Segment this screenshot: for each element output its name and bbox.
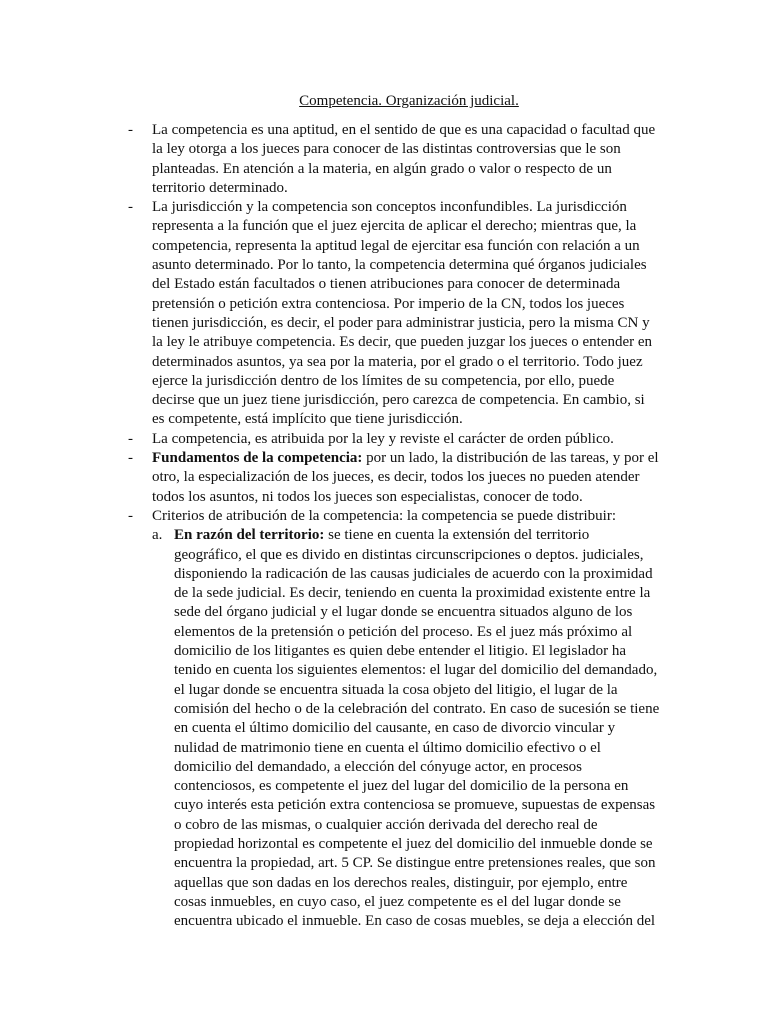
list-dash: - [128, 430, 133, 447]
sub-list-item [152, 526, 660, 931]
list-item-bold-heading: Fundamentos de la competencia: [152, 450, 363, 467]
sub-item-text: se tiene en cuenta la extensión del territorio geográfico, el que es divido en distintas circunscripciones o deptos. judiciales, disponiendo la radicación de las causas judiciales de acuerdo con la proximidad de la sede judicial. Es decir, teniendo en cuenta la proximidad existente entre la sede del órgano judicial y el lugar donde se encuentra situados alguno de los elementos de la pretensión o petición del proceso. Es el juez más próximo al domicilio de los litigantes es quien debe entender el litigio. El legislador ha tenido en cuenta los siguientes elementos: el lugar del domicilio del demandado, el lugar donde se encuentra situada la cosa objeto del litigio, el lugar de la comisión del hecho o de la celebración del contrato. En caso de sucesión se tiene en cuenta el último domicilio del causante, en caso de divorcio vincular y nulidad de matrimonio tiene en cuenta el último domicilio efectivo o el domicilio del demandado, a elección del cónyuge actor, en procesos contenciosos, es competente el juez del lugar del domicilio de la persona en cuyo interés esta petición extra contenciosa se promueve, supuestas de expensas o cobro de las mismas, o cualquier acción derivada del derecho real de propiedad horizontal es competente el juez del domicilio del inmueble donde se encuentra la propiedad, art. 5 CP. Se distingue entre pretensiones reales, que son aquellas que son dadas en los derechos reales, distinguir, por ejemplo, entre cosas inmuebles, en cuyo caso, el juez competente es el del lugar donde se encuentra ubicado el inmueble. En caso de cosas muebles, se deja a elección del [174, 527, 660, 930]
list-dash: - [128, 507, 133, 524]
list-item-text: por un lado, la distribución de las tareas, y por el otro, la especialización de los jueces, es decir, todos los jueces no pueden atender todos los asuntos, ni todos los jueces son especialistas, conocer de todo. [152, 450, 659, 505]
list-item [128, 449, 660, 507]
list-item-text: La jurisdicción y la competencia son conceptos inconfundibles. La jurisdicción representa a la función que el juez ejercita de aplicar el derecho; mientras que, la competencia, representa la aptitud legal de ejercitar esa función con relación a un asunto determinado. Por lo tanto, la competencia determina qué órganos judiciales del Estado están facultados o tienen atribuciones para conocer de determinada pretensión o petición extra contenciosa. Por imperio de la CN, todos los jueces tienen jurisdicción, es decir, el poder para administrar justicia, pero la misma CN y la ley le atribuye competencia. Es decir, que pueden juzgar los jueces o entender en determinados asuntos, ya sea por la materia, por el grado o el territorio. Todo juez ejerce la jurisdicción dentro de los límites de su competencia, por ello, puede decirse que un juez tiene jurisdicción, pero carezca de competencia. En cambio, si es competente, está implícito que tiene jurisdicción. [152, 199, 653, 428]
sub-list [152, 526, 660, 931]
bullet-list [128, 121, 660, 931]
list-item [128, 121, 660, 198]
list-item-text: La competencia es una aptitud, en el sentido de que es una capacidad o facultad que la ley otorga a los jueces para conocer de las distintas controversias que le son planteadas. En atención a la materia, en algún grado o valor o respecto de un territorio determinado. [152, 122, 656, 196]
document-title-text: Competencia. Organización judicial. [299, 93, 519, 109]
list-item-text: La competencia, es atribuida por la ley y reviste el carácter de orden público. [152, 430, 614, 447]
list-dash: - [128, 122, 133, 138]
list-dash: - [128, 450, 133, 467]
document-title [128, 92, 660, 111]
list-item-text: Criterios de atribución de la competencia: la competencia se puede distribuir: [152, 507, 616, 524]
sub-list-marker: a. [152, 527, 163, 544]
list-dash: - [128, 199, 133, 216]
list-item [128, 198, 660, 430]
list-item [128, 430, 660, 449]
list-item [128, 507, 660, 932]
sub-item-bold-heading: En razón del territorio: [174, 527, 325, 544]
